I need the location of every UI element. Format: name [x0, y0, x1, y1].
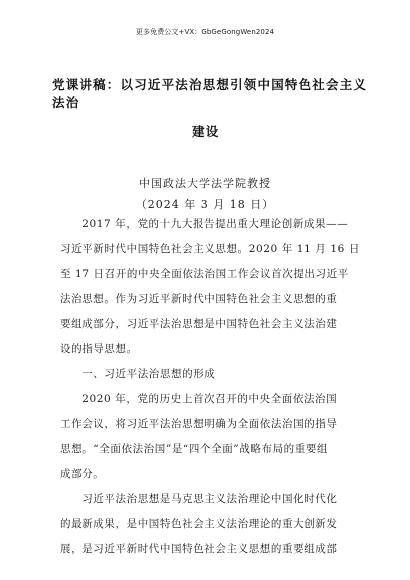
body-line: 至 17 日召开的中央全面依法治国工作会议首次提出习近平	[60, 268, 349, 280]
body-line: 法治思想。作为习近平新时代中国特色社会主义思想的重	[60, 293, 338, 305]
body-line: 2017 年，党的十九大报告提出重大理论创新成果——	[60, 218, 349, 230]
body-line: 习近平新时代中国特色社会主义思想。2020 年 11 月 16 日	[60, 243, 360, 255]
body-line: 展，是习近平新时代中国特色社会主义思想的重要组成部	[60, 543, 338, 555]
body-line: 2020 年，党的历史上首次召开的中央全面依法治国	[60, 393, 338, 405]
document-title-line-1: 党课讲稿：以习近平法治思想引领中国特色社会主义法治	[52, 77, 368, 110]
header-note: 更多免费公文+VX：GbGeGongWen2024	[135, 28, 275, 36]
body-line: 思想。“全面依法治国”是“四个全面”战略布局的重要组	[60, 443, 329, 455]
document-title-line-2: 建设	[192, 124, 220, 139]
body-line: 的最新成果，是中国特色社会主义法治理论的重大创新发	[60, 518, 338, 530]
section-heading: 一、习近平法治思想的形成	[60, 368, 216, 380]
body-line: 工作会议，将习近平法治思想明确为全面依法治国的指导	[60, 418, 338, 430]
date-line: （2024 年 3 月 18 日）	[135, 198, 275, 211]
body-line: 习近平法治思想是马克思主义法治理论中国化时代化	[60, 493, 338, 505]
body-line: 成部分。	[60, 468, 105, 480]
author-line: 中国政法大学法学院教授	[139, 177, 271, 190]
body-line: 要组成部分，习近平法治思想是中国特色社会主义法治建	[60, 318, 338, 330]
body-line: 设的指导思想。	[60, 343, 138, 355]
